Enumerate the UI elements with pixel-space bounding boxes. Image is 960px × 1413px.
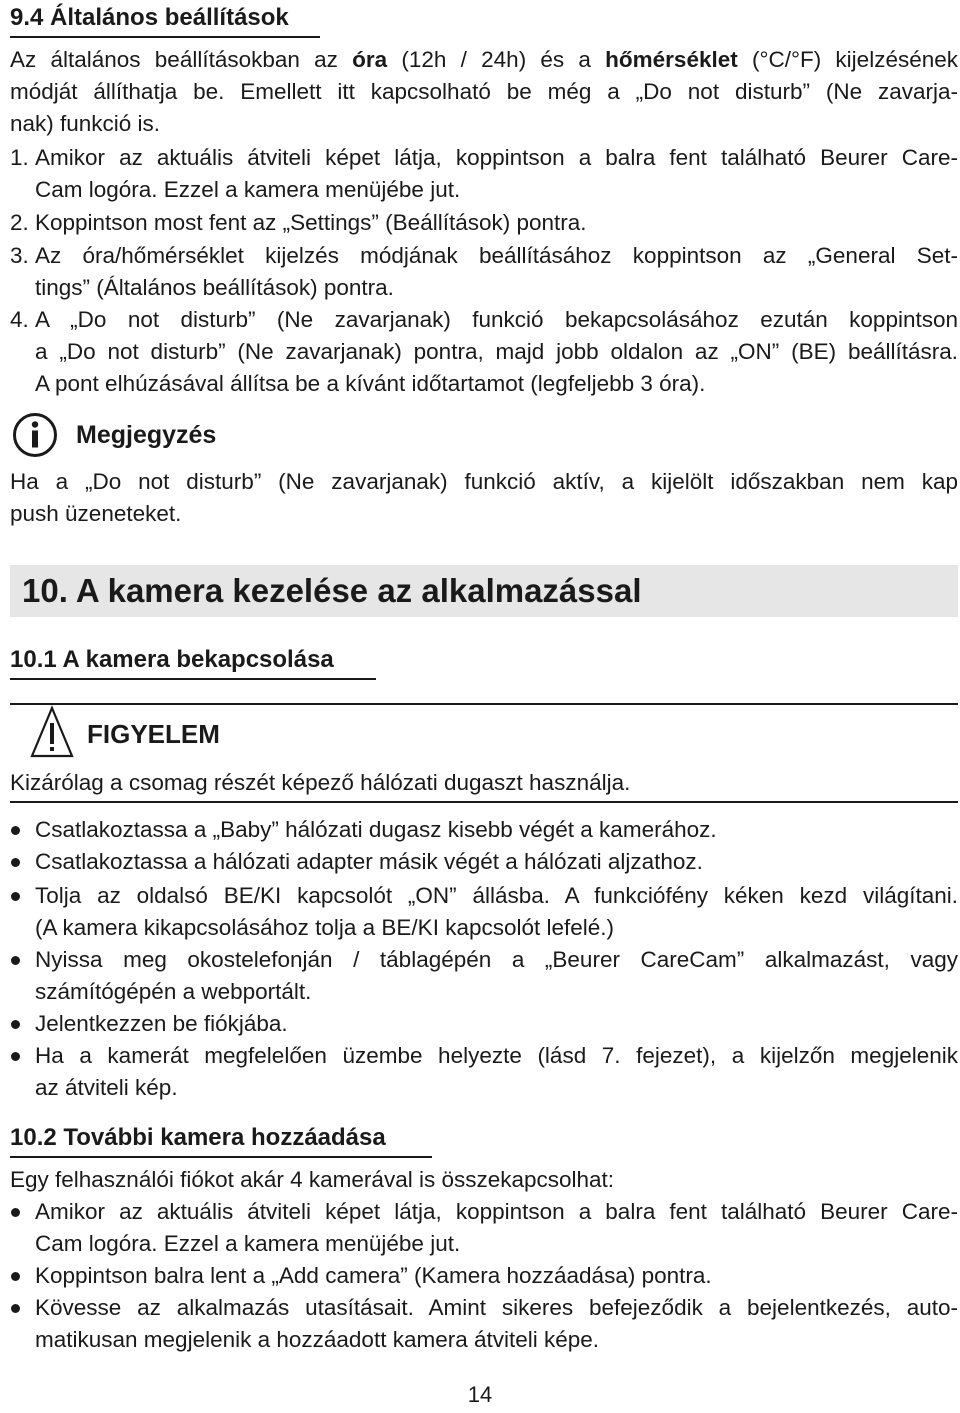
bullet-10-1-6-line-1: Ha a kamerát megfelelően üzembe helyezte (lásd 7. fejezet), a kijelzőn megjelenik <box>35 1043 958 1068</box>
chapter-10-bar <box>10 565 958 617</box>
bullet-10-2-1-line-2: Cam logóra. Ezzel a kamera menüjébe jut. <box>35 1231 461 1256</box>
bullet-10-1-5: Jelentkezzen be fiókjába. <box>35 1011 288 1036</box>
step-1-line-1 <box>10 142 958 174</box>
bullet-dot <box>11 1304 20 1313</box>
intro-text-a: Az általános beállításokban az <box>10 47 353 72</box>
step-3-number: 3. <box>10 243 29 268</box>
intro-line-3: nak) funkció is. <box>10 111 161 136</box>
chapter-10-heading: 10. A kamera kezelése az alkalmazással <box>22 572 642 609</box>
intro-text-c: (12h / 24h) és a <box>387 47 606 72</box>
bullet-10-1-3-line-1: Tolja az oldalsó BE/KI kapcsolót „ON” állásba. A funkciófény kéken kezd világítani. <box>35 883 958 908</box>
step-3-text: Az óra/hőmérséklet kijelzés módjának beállításához koppintson az „General Set- <box>35 243 958 268</box>
bullet-10-2-2: Koppintson balra lent a „Add camera” (Kamera hozzáadása) pontra. <box>35 1263 712 1288</box>
warning-title: FIGYELEM <box>87 719 220 749</box>
bullet-10-1-6-line-2: az átviteli kép. <box>35 1075 178 1100</box>
step-3-line-2: tings” (Általános beállítások) pontra. <box>35 275 394 300</box>
section-9-4-heading <box>10 2 320 38</box>
bullet-dot <box>11 1052 20 1061</box>
step-2-text: Koppintson most fent az „Settings” (Beállítások) pontra. <box>35 210 587 235</box>
section-10-2-heading-text: 10.2 További kamera hozzáadása <box>10 1124 386 1151</box>
section-9-4-heading-text: 9.4 Általános beállítások <box>10 4 289 31</box>
bullet-10-2-3-line-1: Kövesse az alkalmazás utasításait. Amint sikeres befejeződik a bejelentkezés, auto- <box>35 1295 958 1320</box>
bullet-10-1-3-line-2: (A kamera kikapcsolásához tolja a BE/KI kapcsolót lefelé.) <box>35 915 615 940</box>
bullet-dot <box>11 1272 20 1281</box>
bullet-10-1-2: Csatlakoztassa a hálózati adapter másik végét a hálózati aljzathoz. <box>35 849 703 874</box>
warning-box <box>10 703 958 803</box>
step-2-line-1 <box>10 207 587 239</box>
bullet-dot <box>11 1020 20 1029</box>
intro-line-1 <box>10 44 958 76</box>
step-4-line-2: a „Do not disturb” (Ne zavarjanak) pontra, majd jobb oldalon az „ON” (BE) beállításra. <box>35 339 958 364</box>
step-4-line-3: A pont elhúzásával állítsa be a kívánt időtartamot (legfeljebb 3 óra). <box>35 371 706 396</box>
bullet-10-2-3-line-2: matikusan megjelenik a hozzáadott kamera átviteli képe. <box>35 1327 600 1352</box>
page-number: 14 <box>467 1382 493 1407</box>
bullet-dot <box>11 956 20 965</box>
step-2-number: 2. <box>10 210 29 235</box>
intro-bold-ora: óra <box>352 47 388 72</box>
intro-line-2: módját állíthatja be. Emellett itt kapcsolható be még a „Do not disturb” (Ne zavarja- <box>10 79 958 104</box>
bullet-dot <box>11 1208 20 1217</box>
step-1-number: 1. <box>10 145 29 170</box>
warning-icon <box>30 705 74 759</box>
section-10-2-heading <box>10 1122 432 1158</box>
section-10-1-heading-text: 10.1 A kamera bekapcsolása <box>10 646 334 673</box>
bullet-10-1-1: Csatlakoztassa a „Baby” hálózati dugasz kisebb végét a kamerához. <box>35 817 717 842</box>
bullet-10-1-4-line-1: Nyissa meg okostelefonján / táblagépén a „Beurer CareCam” alkalmazást, vagy <box>35 947 958 972</box>
bullet-dot <box>11 826 20 835</box>
bullet-10-2-1-line-1: Amikor az aktuális átviteli képet látja, koppintson a balra fent található Beurer Care- <box>35 1199 958 1224</box>
warning-text: Kizárólag a csomag részét képező hálózati dugaszt használja. <box>10 770 631 795</box>
step-3-line-1 <box>10 240 958 272</box>
section-10-2-intro: Egy felhasználói fiókot akár 4 kamerával is összekapcsolhat: <box>10 1167 615 1192</box>
step-1-line-2: Cam logóra. Ezzel a kamera menüjébe jut. <box>35 177 461 202</box>
step-4-line-1 <box>10 304 958 336</box>
step-1-text: Amikor az aktuális átviteli képet látja, koppintson a balra fent található Beurer Care- <box>35 145 958 170</box>
intro-bold-homerseklet: hőmérséklet <box>605 47 738 72</box>
note-title: Megjegyzés <box>76 421 217 449</box>
intro-text-e: (°C/°F) kijelzésének <box>737 47 958 72</box>
section-10-1-heading <box>10 644 376 680</box>
bullet-10-1-4-line-2: számítógépén a webportált. <box>35 979 312 1004</box>
note-line-1: Ha a „Do not disturb” (Ne zavarjanak) funkció aktív, a kijelölt időszakban nem kap <box>10 469 958 494</box>
step-4-text: A „Do not disturb” (Ne zavarjanak) funkció bekapcsolásához ezután koppintson <box>35 307 958 332</box>
bullet-dot <box>11 858 20 867</box>
info-icon <box>12 412 58 458</box>
step-4-number: 4. <box>10 307 29 332</box>
bullet-dot <box>11 892 20 901</box>
note-line-2: push üzeneteket. <box>10 501 182 526</box>
